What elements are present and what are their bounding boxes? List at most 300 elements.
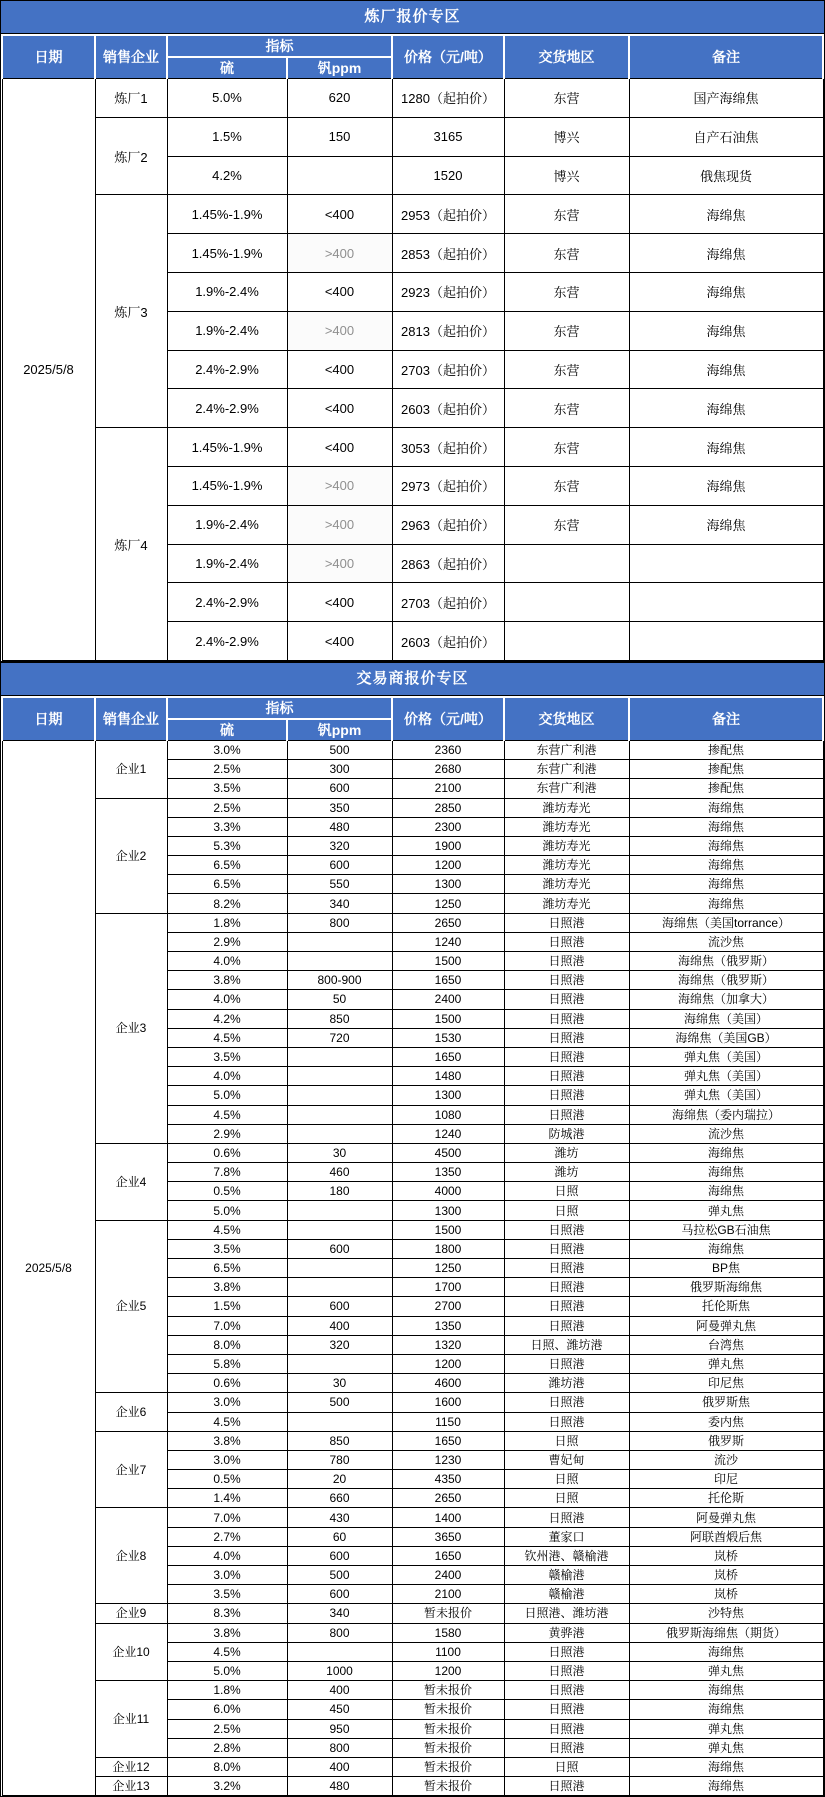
region-cell: 东营 [504, 234, 629, 273]
price-cell: 2973（起拍价） [392, 466, 504, 505]
price-header: 价格（元/吨） [392, 35, 504, 79]
price-cell: 1580 [392, 1623, 504, 1642]
region-cell: 日照港 [504, 1354, 629, 1373]
region-cell: 潍坊寿光 [504, 798, 629, 817]
price-cell: 1350 [392, 1316, 504, 1335]
price-cell: 暂未报价 [392, 1757, 504, 1776]
region-cell: 钦州港、赣榆港 [504, 1546, 629, 1565]
region-cell: 日照港 [504, 1009, 629, 1028]
region-cell: 日照港 [504, 1278, 629, 1297]
region-cell: 日照 [504, 1757, 629, 1776]
vanadium-cell: 460 [287, 1163, 392, 1182]
remark-cell: 流沙 [629, 1450, 823, 1469]
region-cell: 潍坊寿光 [504, 817, 629, 836]
price-cell: 3650 [392, 1527, 504, 1546]
region-cell: 赣榆港 [504, 1585, 629, 1604]
refinery-table-header [2, 35, 823, 79]
price-cell: 2703（起拍价） [392, 583, 504, 622]
remark-cell: 委内焦 [629, 1412, 823, 1431]
price-cell: 1400 [392, 1508, 504, 1527]
region-cell: 潍坊寿光 [504, 856, 629, 875]
seller-header: 销售企业 [95, 35, 167, 79]
vanadium-cell: >400 [287, 311, 392, 350]
price-cell: 1250 [392, 894, 504, 913]
table-row [2, 1143, 823, 1162]
seller-cell: 企业1 [95, 740, 167, 798]
remark-cell: 俄罗斯海绵焦（期货） [629, 1623, 823, 1642]
vanadium-cell [287, 1047, 392, 1066]
vanadium-cell: 20 [287, 1470, 392, 1489]
remark-cell: 海绵焦 [629, 817, 823, 836]
remark-cell: 掺配焦 [629, 779, 823, 798]
sulfur-cell: 1.9%-2.4% [167, 505, 287, 544]
sulfur-cell: 4.0% [167, 1546, 287, 1565]
region-cell: 赣榆港 [504, 1566, 629, 1585]
price-cell: 3053（起拍价） [392, 428, 504, 467]
region-cell: 日照港 [504, 1028, 629, 1047]
region-cell: 黄骅港 [504, 1623, 629, 1642]
vanadium-cell: 30 [287, 1374, 392, 1393]
remark-cell: 海绵焦 [629, 836, 823, 855]
region-cell: 东营 [504, 350, 629, 389]
vanadium-cell: 320 [287, 1335, 392, 1354]
remark-cell: 海绵焦 [629, 272, 823, 311]
seller-header: 销售企业 [95, 697, 167, 741]
table-row [2, 1623, 823, 1642]
price-cell: 1080 [392, 1105, 504, 1124]
sulfur-cell: 4.5% [167, 1642, 287, 1661]
header-row [2, 697, 823, 719]
vanadium-cell: 1000 [287, 1661, 392, 1680]
price-cell: 2853（起拍价） [392, 234, 504, 273]
price-cell: 1200 [392, 1354, 504, 1373]
region-cell: 日照港 [504, 1642, 629, 1661]
vanadium-cell: 600 [287, 779, 392, 798]
remark-cell: 岚桥 [629, 1585, 823, 1604]
price-cell: 4350 [392, 1470, 504, 1489]
seller-cell: 炼厂3 [95, 195, 167, 428]
remark-cell: 岚桥 [629, 1546, 823, 1565]
price-cell: 4600 [392, 1374, 504, 1393]
remark-cell: 台湾焦 [629, 1335, 823, 1354]
remark-cell: 海绵焦 [629, 428, 823, 467]
remark-cell: 海绵焦（俄罗斯） [629, 952, 823, 971]
refinery-section-title: 炼厂报价专区 [1, 1, 824, 34]
price-cell: 1480 [392, 1067, 504, 1086]
vanadium-header: 钒ppm [287, 719, 392, 741]
price-cell: 1300 [392, 875, 504, 894]
remark-cell: 阿曼弹丸焦 [629, 1316, 823, 1335]
seller-cell: 企业9 [95, 1604, 167, 1623]
vanadium-cell: >400 [287, 234, 392, 273]
sulfur-cell: 2.5% [167, 1719, 287, 1738]
table-row [2, 428, 823, 467]
vanadium-cell: 30 [287, 1143, 392, 1162]
vanadium-cell: 60 [287, 1527, 392, 1546]
sulfur-cell: 1.8% [167, 1681, 287, 1700]
region-cell: 日照港 [504, 1220, 629, 1239]
price-cell: 1100 [392, 1642, 504, 1661]
remark-cell: 海绵焦 [629, 894, 823, 913]
remark-cell [629, 583, 823, 622]
sulfur-cell: 4.0% [167, 952, 287, 971]
vanadium-header: 钒ppm [287, 57, 392, 79]
region-header: 交货地区 [504, 35, 629, 79]
vanadium-cell: 480 [287, 817, 392, 836]
refinery-quote-table [1, 34, 824, 661]
remark-cell: 海绵焦 [629, 1681, 823, 1700]
seller-cell: 企业8 [95, 1508, 167, 1604]
sulfur-cell: 3.8% [167, 1623, 287, 1642]
sulfur-cell: 2.4%-2.9% [167, 389, 287, 428]
region-cell: 东营 [504, 272, 629, 311]
remark-cell: 俄罗斯焦 [629, 1393, 823, 1412]
date-header: 日期 [2, 697, 95, 741]
vanadium-cell: <400 [287, 350, 392, 389]
sulfur-cell: 2.5% [167, 798, 287, 817]
sulfur-cell: 8.3% [167, 1604, 287, 1623]
sulfur-cell: 6.0% [167, 1700, 287, 1719]
table-row [2, 117, 823, 156]
remark-cell: 印尼 [629, 1470, 823, 1489]
remark-cell: 海绵焦（美国GB） [629, 1028, 823, 1047]
sulfur-cell: 7.0% [167, 1316, 287, 1335]
vanadium-cell: 450 [287, 1700, 392, 1719]
vanadium-cell: 600 [287, 1585, 392, 1604]
sulfur-cell: 7.8% [167, 1163, 287, 1182]
sulfur-cell: 0.5% [167, 1470, 287, 1489]
price-cell: 1600 [392, 1393, 504, 1412]
vanadium-cell: >400 [287, 505, 392, 544]
indicator-header: 指标 [167, 697, 392, 719]
region-cell: 日照 [504, 1201, 629, 1220]
vanadium-cell: 550 [287, 875, 392, 894]
price-cell: 2850 [392, 798, 504, 817]
sulfur-cell: 8.0% [167, 1335, 287, 1354]
price-cell: 暂未报价 [392, 1604, 504, 1623]
sulfur-cell: 0.5% [167, 1182, 287, 1201]
remark-cell: 弹丸焦 [629, 1661, 823, 1680]
table-row [2, 1508, 823, 1527]
remark-cell: 国产海绵焦 [629, 79, 823, 118]
seller-cell: 企业11 [95, 1681, 167, 1758]
sulfur-cell: 2.9% [167, 932, 287, 951]
remark-cell: 俄罗斯 [629, 1431, 823, 1450]
date-header: 日期 [2, 35, 95, 79]
price-cell: 暂未报价 [392, 1700, 504, 1719]
price-header: 价格（元/吨） [392, 697, 504, 741]
remark-cell: 阿曼弹丸焦 [629, 1508, 823, 1527]
vanadium-cell: 340 [287, 1604, 392, 1623]
vanadium-cell: 500 [287, 1393, 392, 1412]
sulfur-cell: 1.45%-1.9% [167, 466, 287, 505]
region-cell: 东营广利港 [504, 760, 629, 779]
region-cell: 日照港、潍坊港 [504, 1604, 629, 1623]
seller-cell: 企业12 [95, 1757, 167, 1776]
sulfur-cell: 1.4% [167, 1489, 287, 1508]
sulfur-cell: 3.8% [167, 1431, 287, 1450]
price-cell: 1520 [392, 156, 504, 195]
region-cell: 日照港 [504, 1719, 629, 1738]
trader-table-header [2, 697, 823, 741]
sulfur-cell: 2.4%-2.9% [167, 350, 287, 389]
remark-cell: 海绵焦 [629, 505, 823, 544]
vanadium-cell: 50 [287, 990, 392, 1009]
remark-cell: 马拉松GB石油焦 [629, 1220, 823, 1239]
vanadium-cell: 850 [287, 1431, 392, 1450]
price-cell: 2953（起拍价） [392, 195, 504, 234]
vanadium-cell [287, 1201, 392, 1220]
remark-cell: 托伦斯焦 [629, 1297, 823, 1316]
price-cell: 2700 [392, 1297, 504, 1316]
region-cell: 博兴 [504, 156, 629, 195]
sulfur-cell: 2.9% [167, 1124, 287, 1143]
sulfur-cell: 4.2% [167, 156, 287, 195]
price-cell: 2963（起拍价） [392, 505, 504, 544]
price-cell: 2360 [392, 740, 504, 759]
price-cell: 2863（起拍价） [392, 544, 504, 583]
trader-table-body [2, 740, 823, 1795]
price-cell: 1250 [392, 1259, 504, 1278]
remark-cell: 海绵焦（俄罗斯） [629, 971, 823, 990]
region-cell: 日照港 [504, 1738, 629, 1757]
region-cell [504, 622, 629, 661]
remark-cell: 俄焦现货 [629, 156, 823, 195]
sulfur-cell: 2.5% [167, 760, 287, 779]
region-cell [504, 544, 629, 583]
sulfur-cell: 3.8% [167, 1278, 287, 1297]
price-cell: 4000 [392, 1182, 504, 1201]
region-cell: 日照港 [504, 1086, 629, 1105]
vanadium-cell: 400 [287, 1681, 392, 1700]
sulfur-cell: 6.5% [167, 856, 287, 875]
sulfur-cell: 3.3% [167, 817, 287, 836]
region-cell: 日照 [504, 1470, 629, 1489]
vanadium-cell: 320 [287, 836, 392, 855]
sulfur-cell: 1.9%-2.4% [167, 544, 287, 583]
remark-cell: 海绵焦 [629, 1143, 823, 1162]
price-cell: 4500 [392, 1143, 504, 1162]
region-cell: 潍坊 [504, 1143, 629, 1162]
price-cell: 1650 [392, 1431, 504, 1450]
price-cell: 3165 [392, 117, 504, 156]
region-cell: 日照 [504, 1182, 629, 1201]
region-cell: 日照港 [504, 932, 629, 951]
price-cell: 1200 [392, 856, 504, 875]
vanadium-cell [287, 1412, 392, 1431]
sulfur-header: 硫 [167, 719, 287, 741]
region-cell: 东营 [504, 505, 629, 544]
price-cell: 1650 [392, 1047, 504, 1066]
remark-cell: 掺配焦 [629, 740, 823, 759]
sulfur-cell: 0.6% [167, 1143, 287, 1162]
table-row [2, 798, 823, 817]
region-cell [504, 583, 629, 622]
table-row [2, 1431, 823, 1450]
remark-cell: 弹丸焦 [629, 1201, 823, 1220]
refinery-table-body [2, 79, 823, 661]
remark-cell: 掺配焦 [629, 760, 823, 779]
region-cell: 日照港 [504, 1067, 629, 1086]
vanadium-cell: 350 [287, 798, 392, 817]
sulfur-cell: 2.4%-2.9% [167, 622, 287, 661]
sulfur-cell: 3.0% [167, 740, 287, 759]
region-cell: 日照港 [504, 1239, 629, 1258]
price-cell: 1650 [392, 971, 504, 990]
sulfur-cell: 2.8% [167, 1738, 287, 1757]
sulfur-cell: 2.7% [167, 1527, 287, 1546]
price-cell: 1240 [392, 932, 504, 951]
vanadium-cell [287, 1642, 392, 1661]
remark-cell: 俄罗斯海绵焦 [629, 1278, 823, 1297]
table-row [2, 740, 823, 759]
region-cell: 日照 [504, 1489, 629, 1508]
remark-header: 备注 [629, 35, 823, 79]
vanadium-cell: 800 [287, 1738, 392, 1757]
seller-cell: 企业13 [95, 1777, 167, 1796]
remark-cell: 海绵焦 [629, 195, 823, 234]
seller-cell: 炼厂1 [95, 79, 167, 118]
table-row [2, 1757, 823, 1776]
vanadium-cell: 500 [287, 1566, 392, 1585]
remark-cell: 沙特焦 [629, 1604, 823, 1623]
vanadium-cell: 950 [287, 1719, 392, 1738]
vanadium-cell [287, 1105, 392, 1124]
table-row [2, 79, 823, 118]
price-cell: 1280（起拍价） [392, 79, 504, 118]
seller-cell: 企业6 [95, 1393, 167, 1431]
region-cell: 潍坊寿光 [504, 894, 629, 913]
region-cell: 东营广利港 [504, 779, 629, 798]
remark-cell: 弹丸焦 [629, 1354, 823, 1373]
table-row [2, 1604, 823, 1623]
vanadium-cell [287, 932, 392, 951]
sulfur-cell: 5.8% [167, 1354, 287, 1373]
remark-cell: 海绵焦 [629, 350, 823, 389]
vanadium-cell [287, 1124, 392, 1143]
region-cell: 日照港 [504, 990, 629, 1009]
sulfur-cell: 5.0% [167, 1661, 287, 1680]
price-cell: 1500 [392, 1009, 504, 1028]
price-cell: 2650 [392, 913, 504, 932]
price-cell: 1320 [392, 1335, 504, 1354]
price-cell: 1500 [392, 952, 504, 971]
sulfur-cell: 4.5% [167, 1412, 287, 1431]
price-cell: 1350 [392, 1163, 504, 1182]
sulfur-cell: 3.5% [167, 1047, 287, 1066]
seller-cell: 企业4 [95, 1143, 167, 1220]
remark-cell: 阿联酋煅后焦 [629, 1527, 823, 1546]
vanadium-cell: 800-900 [287, 971, 392, 990]
price-cell: 2100 [392, 1585, 504, 1604]
sulfur-cell: 6.5% [167, 1259, 287, 1278]
vanadium-cell: <400 [287, 272, 392, 311]
sulfur-cell: 5.3% [167, 836, 287, 855]
sulfur-cell: 5.0% [167, 1201, 287, 1220]
sulfur-cell: 1.45%-1.9% [167, 234, 287, 273]
region-cell: 东营 [504, 311, 629, 350]
trader-quote-table [1, 696, 824, 1796]
sulfur-cell: 6.5% [167, 875, 287, 894]
price-cell: 1240 [392, 1124, 504, 1143]
remark-cell: 海绵焦 [629, 1757, 823, 1776]
seller-cell: 炼厂4 [95, 428, 167, 661]
vanadium-cell: <400 [287, 428, 392, 467]
vanadium-cell [287, 1278, 392, 1297]
remark-header: 备注 [629, 697, 823, 741]
indicator-header: 指标 [167, 35, 392, 57]
price-cell: 暂未报价 [392, 1719, 504, 1738]
sulfur-cell: 3.5% [167, 1585, 287, 1604]
vanadium-cell: >400 [287, 544, 392, 583]
region-cell: 日照港 [504, 971, 629, 990]
price-cell: 2400 [392, 990, 504, 1009]
trader-section-title: 交易商报价专区 [1, 663, 824, 696]
sulfur-cell: 4.5% [167, 1028, 287, 1047]
remark-cell: 海绵焦（美国） [629, 1009, 823, 1028]
sulfur-cell: 1.9%-2.4% [167, 311, 287, 350]
sulfur-cell: 3.5% [167, 1239, 287, 1258]
sulfur-cell: 3.2% [167, 1777, 287, 1796]
price-cell: 暂未报价 [392, 1681, 504, 1700]
sulfur-cell: 4.0% [167, 1067, 287, 1086]
region-cell: 日照港 [504, 1105, 629, 1124]
sulfur-cell: 0.6% [167, 1374, 287, 1393]
vanadium-cell: 850 [287, 1009, 392, 1028]
vanadium-cell: >400 [287, 466, 392, 505]
price-cell: 2100 [392, 779, 504, 798]
region-cell: 东营 [504, 195, 629, 234]
region-cell: 日照港 [504, 1661, 629, 1680]
sulfur-cell: 7.0% [167, 1508, 287, 1527]
sulfur-cell: 5.0% [167, 79, 287, 118]
table-row [2, 1681, 823, 1700]
region-cell: 潍坊港 [504, 1374, 629, 1393]
region-cell: 东营 [504, 466, 629, 505]
seller-cell: 企业7 [95, 1431, 167, 1508]
price-cell: 1700 [392, 1278, 504, 1297]
vanadium-cell [287, 1259, 392, 1278]
remark-cell: 海绵焦（加拿大） [629, 990, 823, 1009]
table-row [2, 1777, 823, 1796]
sulfur-header: 硫 [167, 57, 287, 79]
remark-cell: 托伦斯 [629, 1489, 823, 1508]
vanadium-cell: 430 [287, 1508, 392, 1527]
region-cell: 日照港 [504, 1393, 629, 1412]
vanadium-cell: <400 [287, 389, 392, 428]
region-cell: 日照港 [504, 1047, 629, 1066]
remark-cell: 印尼焦 [629, 1374, 823, 1393]
vanadium-cell: 660 [287, 1489, 392, 1508]
price-cell: 1300 [392, 1086, 504, 1105]
remark-cell: 自产石油焦 [629, 117, 823, 156]
sulfur-cell: 3.0% [167, 1393, 287, 1412]
sulfur-cell: 3.0% [167, 1566, 287, 1585]
remark-cell: 海绵焦 [629, 875, 823, 894]
sulfur-cell: 1.45%-1.9% [167, 195, 287, 234]
price-cell: 2680 [392, 760, 504, 779]
price-cell: 1150 [392, 1412, 504, 1431]
remark-cell: 海绵焦 [629, 798, 823, 817]
sulfur-cell: 5.0% [167, 1086, 287, 1105]
date-cell: 2025/5/8 [2, 79, 95, 661]
sulfur-cell: 1.5% [167, 1297, 287, 1316]
date-cell: 2025/5/8 [2, 740, 95, 1795]
remark-cell: 海绵焦 [629, 311, 823, 350]
price-cell: 1300 [392, 1201, 504, 1220]
vanadium-cell: 400 [287, 1757, 392, 1776]
vanadium-cell: 780 [287, 1450, 392, 1469]
